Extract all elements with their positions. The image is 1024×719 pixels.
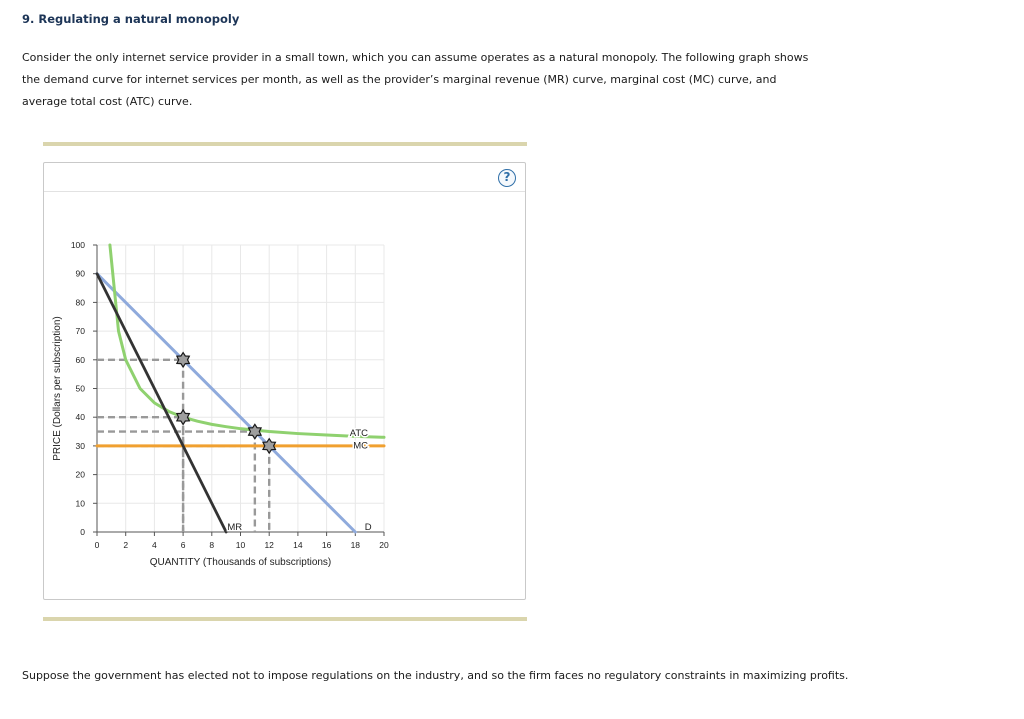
y-axis-label: PRICE (Dollars per subscription) bbox=[52, 316, 63, 461]
top-divider bbox=[43, 142, 527, 146]
x-tick-label: 16 bbox=[321, 540, 332, 550]
x-tick-label: 10 bbox=[235, 540, 246, 550]
series-mr-label: MR bbox=[227, 521, 243, 533]
y-tick-label: 50 bbox=[75, 383, 85, 394]
series-mc-label: MC bbox=[353, 440, 368, 452]
y-tick-label: 30 bbox=[75, 440, 85, 451]
x-tick-label: 4 bbox=[152, 540, 157, 550]
help-icon[interactable]: ? bbox=[498, 169, 516, 187]
y-tick-label: 90 bbox=[75, 268, 85, 279]
series-atc-label: ATC bbox=[349, 427, 368, 439]
x-tick-label: 0 bbox=[94, 540, 100, 550]
series-d-label: D bbox=[364, 521, 372, 533]
x-tick-label: 8 bbox=[209, 540, 215, 550]
question-outro: Suppose the government has elected not to impose regulations on the industry, and so the firm faces no regulatory constraints in maximizing profits. bbox=[22, 669, 849, 682]
series-mr-line bbox=[97, 274, 226, 532]
y-tick-label: 20 bbox=[75, 469, 85, 480]
x-tick-label: 12 bbox=[264, 540, 274, 550]
question-intro: Consider the only internet service provider in a small town, which you can assume operates as a natural monopoly. The following graph shows the demand curve for internet services per month, as well as the provider’s marginal revenue (MR) curve, marginal cost (MC) curve, and average total cost (ATC) curve. bbox=[22, 51, 809, 108]
chart-point-marker[interactable] bbox=[177, 410, 189, 424]
x-tick-label: 6 bbox=[180, 540, 186, 550]
x-tick-label: 18 bbox=[350, 540, 361, 550]
y-tick-label: 80 bbox=[75, 297, 85, 308]
x-tick-label: 14 bbox=[293, 540, 303, 550]
y-tick-label: 40 bbox=[75, 412, 85, 423]
y-tick-label: 0 bbox=[80, 527, 85, 537]
y-tick-label: 70 bbox=[75, 326, 85, 337]
y-tick-label: 10 bbox=[75, 498, 85, 509]
y-tick-label: 60 bbox=[75, 354, 85, 365]
graph-panel bbox=[43, 162, 526, 600]
monopoly-chart[interactable] bbox=[44, 163, 527, 601]
y-tick-label: 100 bbox=[70, 240, 85, 250]
question-title: 9. Regulating a natural monopoly bbox=[22, 12, 240, 26]
x-tick-label: 20 bbox=[379, 540, 389, 550]
bottom-divider bbox=[43, 617, 527, 621]
x-tick-label: 2 bbox=[123, 540, 129, 550]
series-d-line bbox=[97, 274, 355, 532]
x-axis-label: QUANTITY (Thousands of subscriptions) bbox=[149, 557, 332, 568]
